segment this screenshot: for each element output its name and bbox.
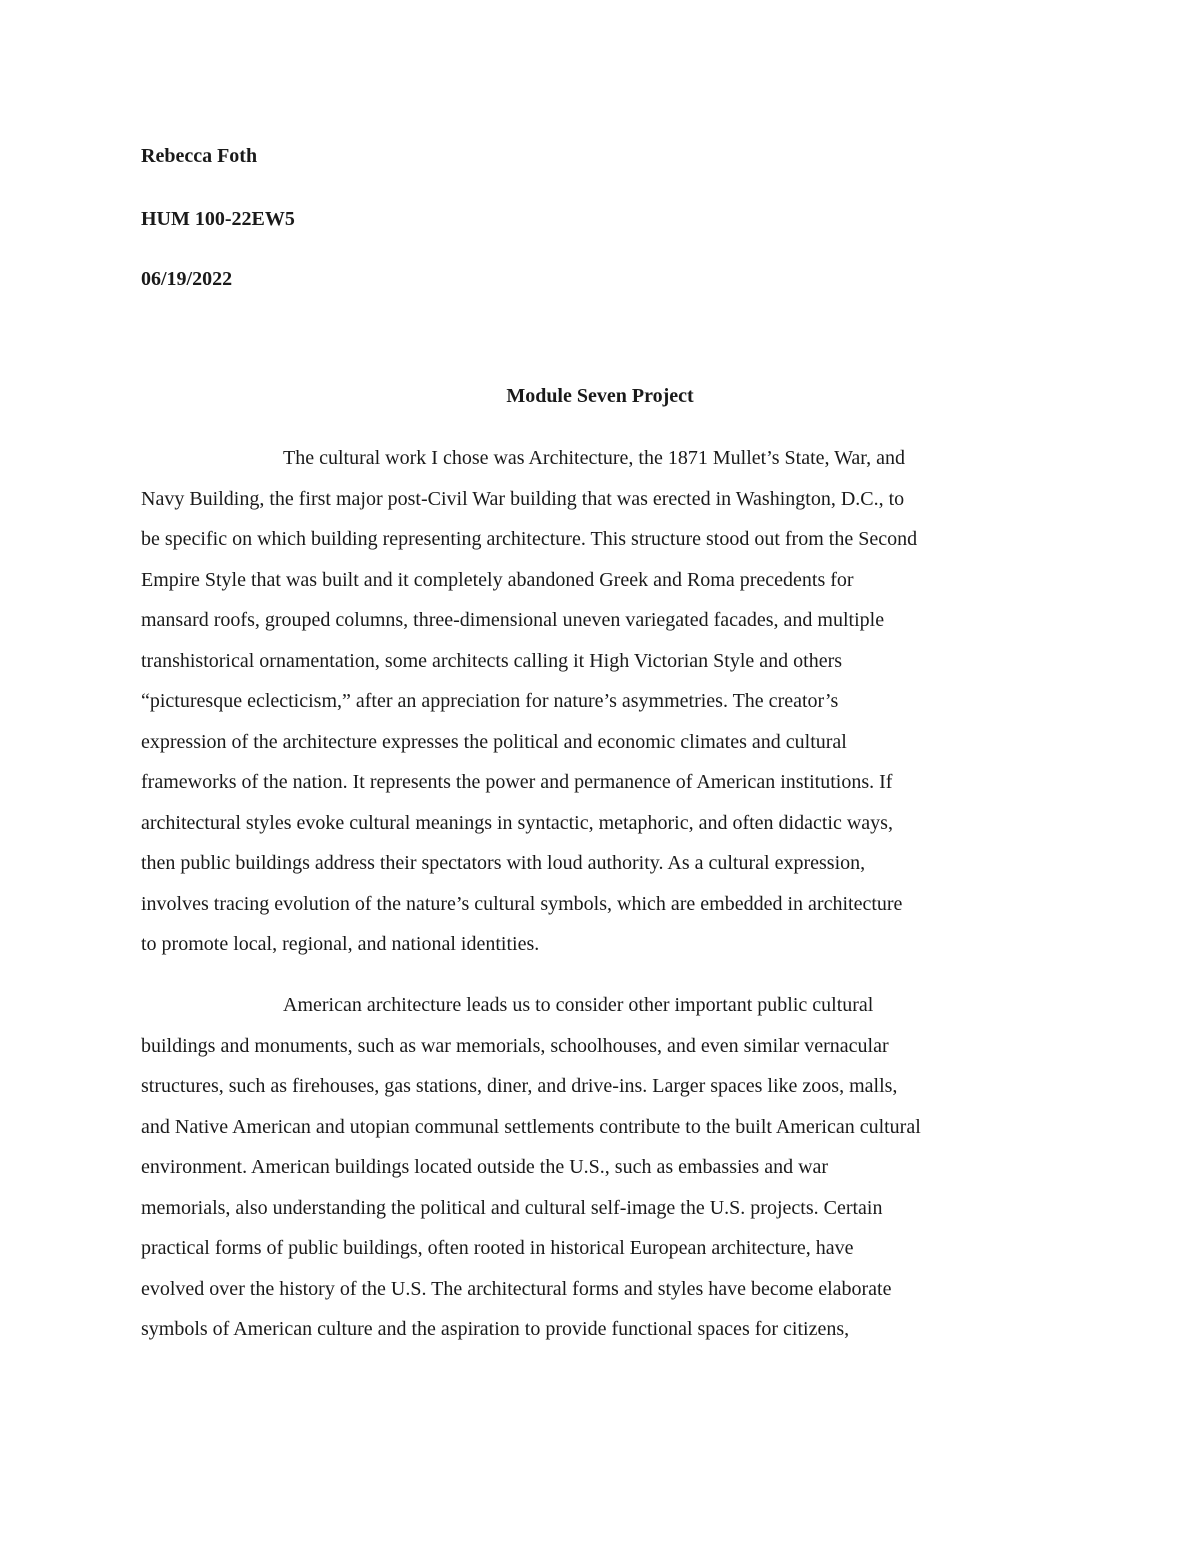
paragraph-line: American architecture leads us to consider other important public cultural (283, 994, 874, 1016)
paragraph-line: transhistorical ornamentation, some architects calling it High Victorian Style and others (141, 650, 843, 672)
paragraph-line: mansard roofs, grouped columns, three-dimensional uneven variegated facades, and multiple (141, 609, 885, 631)
author-name: Rebecca Foth (141, 145, 258, 167)
paragraph-line: architectural styles evoke cultural meanings in syntactic, metaphoric, and often didactic ways, (141, 812, 893, 834)
paragraph-line: evolved over the history of the U.S. The architectural forms and styles have become elaborate (141, 1278, 892, 1300)
paragraph-line: Navy Building, the first major post-Civil War building that was erected in Washington, D.C., to (141, 488, 905, 510)
paragraph-line: be specific on which building representing architecture. This structure stood out from the Second (141, 528, 918, 550)
document-title: Module Seven Project (506, 385, 694, 407)
paragraph-line: memorials, also understanding the political and cultural self-image the U.S. projects. Certain (141, 1197, 883, 1219)
paragraph-line: “picturesque eclecticism,” after an appreciation for nature’s asymmetries. The creator’s (141, 690, 839, 712)
document-date: 06/19/2022 (141, 268, 233, 290)
paragraph-line: and Native American and utopian communal settlements contribute to the built American cultural (141, 1116, 921, 1138)
paragraph-line: practical forms of public buildings, often rooted in historical European architecture, have (141, 1237, 854, 1259)
course-code: HUM 100-22EW5 (141, 208, 295, 230)
paragraph-line: involves tracing evolution of the nature’s cultural symbols, which are embedded in architecture (141, 893, 903, 915)
paragraph-line: environment. American buildings located outside the U.S., such as embassies and war (141, 1156, 829, 1178)
paragraph-line: The cultural work I chose was Architecture, the 1871 Mullet’s State, War, and (283, 447, 906, 469)
paragraph-line: expression of the architecture expresses the political and economic climates and cultural (141, 731, 847, 753)
paragraph-line: frameworks of the nation. It represents the power and permanence of American institutions. If (141, 771, 893, 793)
paragraph-line: structures, such as firehouses, gas stations, diner, and drive-ins. Larger spaces like zoos, malls, (141, 1075, 898, 1097)
paragraph-line: symbols of American culture and the aspiration to provide functional spaces for citizens, (141, 1318, 850, 1340)
paragraph-line: then public buildings address their spectators with loud authority. As a cultural expression, (141, 852, 866, 874)
paragraph-line: Empire Style that was built and it completely abandoned Greek and Roma precedents for (141, 569, 854, 591)
paragraph-line: buildings and monuments, such as war memorials, schoolhouses, and even similar vernacular (141, 1035, 889, 1057)
paragraph-line: to promote local, regional, and national identities. (141, 933, 540, 955)
